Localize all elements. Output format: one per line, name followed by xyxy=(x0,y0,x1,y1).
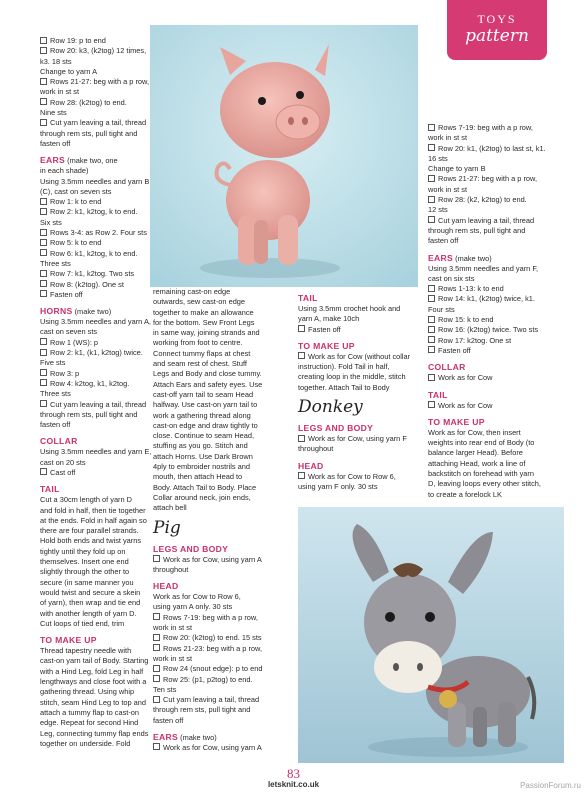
heading-note: (make two) xyxy=(453,253,492,263)
checklist-row: Work as for Cow (without collar xyxy=(298,352,422,362)
text-line: slightly through the other to xyxy=(40,567,130,577)
text-line: work in st st xyxy=(40,87,80,97)
text-line: attaching Head, work a line of xyxy=(428,458,526,468)
checklist-row: Rows 21-27: beg with a p row, xyxy=(40,77,146,87)
text-line: D, leaving loops every other stitch, xyxy=(428,479,541,489)
tag-top: TOYS xyxy=(477,12,517,26)
text-line: in same way, joining strands and xyxy=(153,328,260,338)
text-line: throughout xyxy=(298,444,334,454)
checklist-row: Row 5: k to end xyxy=(40,238,146,248)
heading-note: (make two, one xyxy=(65,156,118,166)
text-line: gathering thread. Using whip xyxy=(40,687,135,697)
text-line: Nine sts xyxy=(40,108,67,118)
text-line: working from foot to centre. xyxy=(153,338,243,348)
heading-text: TAIL xyxy=(298,293,318,303)
text-line: yarn A, make 10ch xyxy=(298,314,360,324)
heading-text: HORNS xyxy=(40,306,73,317)
page-number: 83 xyxy=(287,766,300,781)
section-heading xyxy=(428,253,558,264)
checklist-row: Row 20: k3, (k2tog) 12 times, xyxy=(40,46,146,56)
text-line: cast-off yarn tail to seam Head xyxy=(153,389,254,399)
section-heading xyxy=(153,544,291,555)
checklist-row: Row 4: k2tog, k1, k2tog. xyxy=(40,379,146,389)
text-line: themselves. Insert one end xyxy=(40,557,129,567)
text-line: Hold both ends and twist yarns xyxy=(40,536,142,546)
site-url[interactable]: letsknit.co.uk xyxy=(267,780,320,789)
checklist-row: Row 1 (WS): p xyxy=(40,338,146,348)
text-line: outwards, sew cast-on edge xyxy=(153,297,246,307)
checklist-row: Row 28: (k2, k2tog) to end. xyxy=(428,195,558,205)
text-line: of yarn), then wrap and tie end xyxy=(40,598,141,608)
checklist-row: Row 14: k1, (k2tog) twice, k1. xyxy=(428,294,558,304)
checklist-row: Row 25: (p1, p2tog) to end. xyxy=(153,675,291,685)
heading-text: LEGS AND BODY xyxy=(298,423,374,434)
text-line: fasten off xyxy=(153,715,184,725)
text-line: to create a forelock LK xyxy=(428,489,502,499)
text-line: and seam rest of chest. Stuff xyxy=(153,359,247,369)
text-line: Body. Attach Tail to Body. Place xyxy=(153,482,257,492)
checklist-row: Row 1: k to end xyxy=(40,197,146,207)
text-line: k3. 18 sts xyxy=(40,56,72,66)
text-line: Ten sts xyxy=(153,684,177,694)
section-heading xyxy=(298,341,422,352)
checklist-row: Rows 1-13: k to end xyxy=(428,284,558,294)
section-heading xyxy=(153,732,291,743)
text-line: throughout xyxy=(153,564,189,574)
section-tag xyxy=(447,0,547,60)
pig-photo xyxy=(150,25,418,287)
checklist-row: Rows 7-19: beg with a p row, xyxy=(153,613,291,623)
text-line: creating loop in the middle, stitch xyxy=(298,372,406,382)
heading-text: TO MAKE UP xyxy=(40,635,97,646)
text-line: 16 sts xyxy=(428,153,448,163)
heading-text: EARS xyxy=(40,155,66,166)
checklist-row: Row 28: (k2tog) to end. xyxy=(40,98,146,108)
heading-text: TAIL xyxy=(40,484,60,495)
heading-note: (make two) xyxy=(72,307,112,317)
checklist-row: Row 20: (k2tog) to end. 15 sts xyxy=(153,633,291,643)
animal-title: Pig xyxy=(153,517,181,538)
text-line: Attach Ears and safety eyes. Use xyxy=(153,379,263,389)
text-line: stuffing as you go. Stitch and xyxy=(153,441,248,451)
text-line: Three sts xyxy=(40,258,71,268)
checklist-row: Cut yarn leaving a tail, thread xyxy=(428,216,558,226)
text-line: and fold in half, then tie together xyxy=(40,505,146,515)
text-line: cast on six sts xyxy=(428,273,475,283)
text-line: Legs and Body and close tummy. xyxy=(153,369,262,379)
text-line: stitch, seam Hind Leg to top and xyxy=(40,697,146,707)
text-line: work in st st xyxy=(428,133,468,143)
text-line: Cut a 30cm length of yarn D xyxy=(40,495,133,505)
heading-text: TO MAKE UP xyxy=(428,416,485,427)
checklist-row: Fasten off xyxy=(40,290,146,300)
section-heading xyxy=(428,362,558,373)
checklist-row: Cut yarn leaving a tail, thread xyxy=(153,695,291,705)
heading-text: COLLAR xyxy=(428,362,466,373)
text-line: Six sts xyxy=(40,217,62,227)
text-line: Using 3.5mm needles and yarn F, xyxy=(428,263,539,273)
heading-text: EARS xyxy=(153,731,179,742)
text-line: Using 3.5mm needles and yarn E, xyxy=(40,447,152,457)
text-line: fasten off xyxy=(40,420,71,430)
text-line: using yarn F only. 30 sts xyxy=(298,481,378,491)
section-heading xyxy=(153,581,291,592)
animal-title: Donkey xyxy=(298,397,363,418)
section-heading xyxy=(298,293,422,304)
text-line: weights into rear end of Body (to xyxy=(428,438,535,448)
heading-text: HEAD xyxy=(298,460,324,471)
checklist-row: Work as for Cow to Row 6, xyxy=(298,472,422,482)
checklist-row: Row 6: k1, k2tog, k to end. xyxy=(40,249,146,259)
text-line: Change to yarn B xyxy=(428,164,486,174)
text-line: (C), cast on seven sts xyxy=(40,186,112,196)
checklist-row: Row 17: k2tog. One st xyxy=(428,336,558,346)
text-line: Collar around neck, join ends, xyxy=(153,492,251,502)
checklist-row: Work as for Cow xyxy=(428,373,558,383)
text-line: attach Horns. Use Dark Brown xyxy=(153,451,253,461)
heading-text: COLLAR xyxy=(40,436,78,447)
text-line: Three sts xyxy=(40,389,71,399)
text-line: remaining cast-on edge xyxy=(153,287,231,296)
text-line: balance larger Head). Before xyxy=(428,448,523,458)
text-line: mouth, then attach Head to xyxy=(153,472,243,482)
text-line: with another length of yarn D. xyxy=(40,608,137,618)
text-line: would twist and secure a skein xyxy=(40,587,141,597)
checklist-row: Work as for Cow, using yarn A xyxy=(153,743,291,753)
text-line: Thread tapestry needle with xyxy=(40,646,132,656)
heading-text: TAIL xyxy=(428,389,448,400)
checklist-row: Work as for Cow, using yarn F xyxy=(298,434,422,444)
text-line: in each shade) xyxy=(40,166,89,176)
text-line: tightly until they fold up on xyxy=(40,546,126,556)
text-line: Four sts xyxy=(428,304,455,314)
text-line: 4ply to embroider nostrils and xyxy=(153,462,250,472)
checklist-row: Rows 3-4: as Row 2. Four sts xyxy=(40,228,146,238)
section-heading xyxy=(298,461,422,472)
text-line: together. Attach Tail to Body xyxy=(298,382,390,392)
checklist-row: Row 24 (snout edge): p to end xyxy=(153,664,291,674)
donkey-photo xyxy=(298,507,564,763)
section-heading xyxy=(40,306,146,317)
text-line: through rem sts, pull tight and xyxy=(153,705,251,715)
text-line: fasten off xyxy=(40,138,71,148)
text-line: Connect tummy flaps at chest xyxy=(153,348,251,358)
column-2 xyxy=(153,287,291,753)
checklist-row: Row 3: p xyxy=(40,369,146,379)
text-line: attach bell xyxy=(153,503,187,513)
watermark: PassionForum.ru xyxy=(520,781,581,790)
checklist-row: Cast off xyxy=(40,468,146,478)
text-line: at the ends. Fold in half again so xyxy=(40,515,147,525)
text-line: Five sts xyxy=(40,358,66,368)
text-line: through rem sts, pull tight and xyxy=(40,409,138,419)
text-line: cast on seven sts xyxy=(40,327,98,337)
column-4 xyxy=(428,123,558,500)
checklist-row: Fasten off xyxy=(428,346,558,356)
text-line: Using 3.5mm needles and yarn B xyxy=(40,176,150,186)
text-line: instruction). Fold Tail in half, xyxy=(298,362,390,372)
text-line: fasten off xyxy=(428,236,459,246)
heading-text: EARS xyxy=(428,252,454,263)
text-line: together on underside. Fold xyxy=(40,738,131,748)
heading-note: (make two) xyxy=(178,732,217,742)
text-line: work a gathering thread along xyxy=(153,410,251,420)
text-line: with a Hind Leg, fold Leg in half xyxy=(40,666,144,676)
checklist-row: Row 20: k1, (k2tog) to last st, k1. xyxy=(428,144,558,154)
text-line: Using 3.5mm needles and yarn A, xyxy=(40,317,151,327)
text-line: lengthways and close foot with a xyxy=(40,677,147,687)
checklist-row: Row 15: k to end xyxy=(428,315,558,325)
text-line: cast-on yarn tail of Body. Starting xyxy=(40,656,149,666)
heading-text: TO MAKE UP xyxy=(298,340,355,351)
section-heading xyxy=(40,484,146,495)
checklist-row: Cut yarn leaving a tail, thread xyxy=(40,118,146,128)
section-heading xyxy=(428,417,558,428)
section-heading xyxy=(40,155,146,166)
checklist-row: Rows 7-19: beg with a p row, xyxy=(428,123,558,133)
text-line: using yarn A only. 30 sts xyxy=(153,602,233,612)
column-3 xyxy=(298,287,422,492)
section-heading xyxy=(40,635,146,646)
text-line: through rem sts, pull tight and xyxy=(428,225,526,235)
column-1 xyxy=(40,36,152,749)
section-heading xyxy=(40,436,146,447)
checklist-row: Row 8: (k2tog). One st xyxy=(40,280,146,290)
checklist-row: Work as for Cow xyxy=(428,401,558,411)
heading-text: LEGS AND BODY xyxy=(153,543,229,554)
text-line: Leg, connecting tummy flap ends xyxy=(40,728,149,738)
checklist-row: Row 2: k1, (k1, k2tog) twice. xyxy=(40,348,146,358)
checklist-row: Row 2: k1, k2tog, k to end. xyxy=(40,207,146,217)
text-line: 12 sts xyxy=(428,205,448,215)
text-line: Cut loops of tied end, trim xyxy=(40,618,125,628)
text-line: Work as for Cow, then insert xyxy=(428,427,521,437)
checklist-row: Row 7: k1, k2tog. Two sts xyxy=(40,269,146,279)
heading-text: HEAD xyxy=(153,581,179,592)
text-line: cast-on edge and draw tightly to xyxy=(153,420,258,430)
text-line: backstitch on forehead with yarn xyxy=(428,469,534,479)
text-line: Using 3.5mm crochet hook and xyxy=(298,304,401,313)
text-line: secure (in same manner you xyxy=(40,577,134,587)
text-line: together to make an allowance xyxy=(153,307,254,317)
page-footer xyxy=(0,766,587,789)
text-line: attach a tummy flap to cast-on xyxy=(40,707,139,717)
checklist-row: Work as for Cow, using yarn A xyxy=(153,555,291,565)
checklist-row: Rows 21-23: beg with a p row, xyxy=(153,644,291,654)
text-line: for the bottom. Sew Front Legs xyxy=(153,317,255,327)
text-line: there are four parallel strands. xyxy=(40,526,139,536)
text-line: through rem sts, pull tight and xyxy=(40,128,138,138)
tag-bottom: pattern xyxy=(465,26,529,46)
text-line: Work as for Cow to Row 6, xyxy=(153,592,241,602)
text-line: halfway. Use cast-on yarn tail to xyxy=(153,400,258,410)
text-line: work in st st xyxy=(153,623,193,633)
text-line: work in st st xyxy=(153,653,193,663)
checklist-row: Rows 21-27: beg with a p row, xyxy=(428,174,558,184)
checklist-row: Cut yarn leaving a tail, thread xyxy=(40,400,146,410)
text-line: Change to yarn A xyxy=(40,66,98,76)
text-line: edge. Repeat for second Hind xyxy=(40,718,139,728)
section-heading xyxy=(428,390,558,401)
section-heading xyxy=(298,423,422,434)
checklist-row: Fasten off xyxy=(298,325,422,335)
text-line: close. Continue to seam Head, xyxy=(153,431,255,441)
text-line: work in st st xyxy=(428,184,468,194)
checklist-row: Row 16: (k2tog) twice. Two sts xyxy=(428,325,558,335)
text-line: cast on 20 sts xyxy=(40,457,86,467)
checklist-row: Row 19: p to end xyxy=(40,36,146,46)
